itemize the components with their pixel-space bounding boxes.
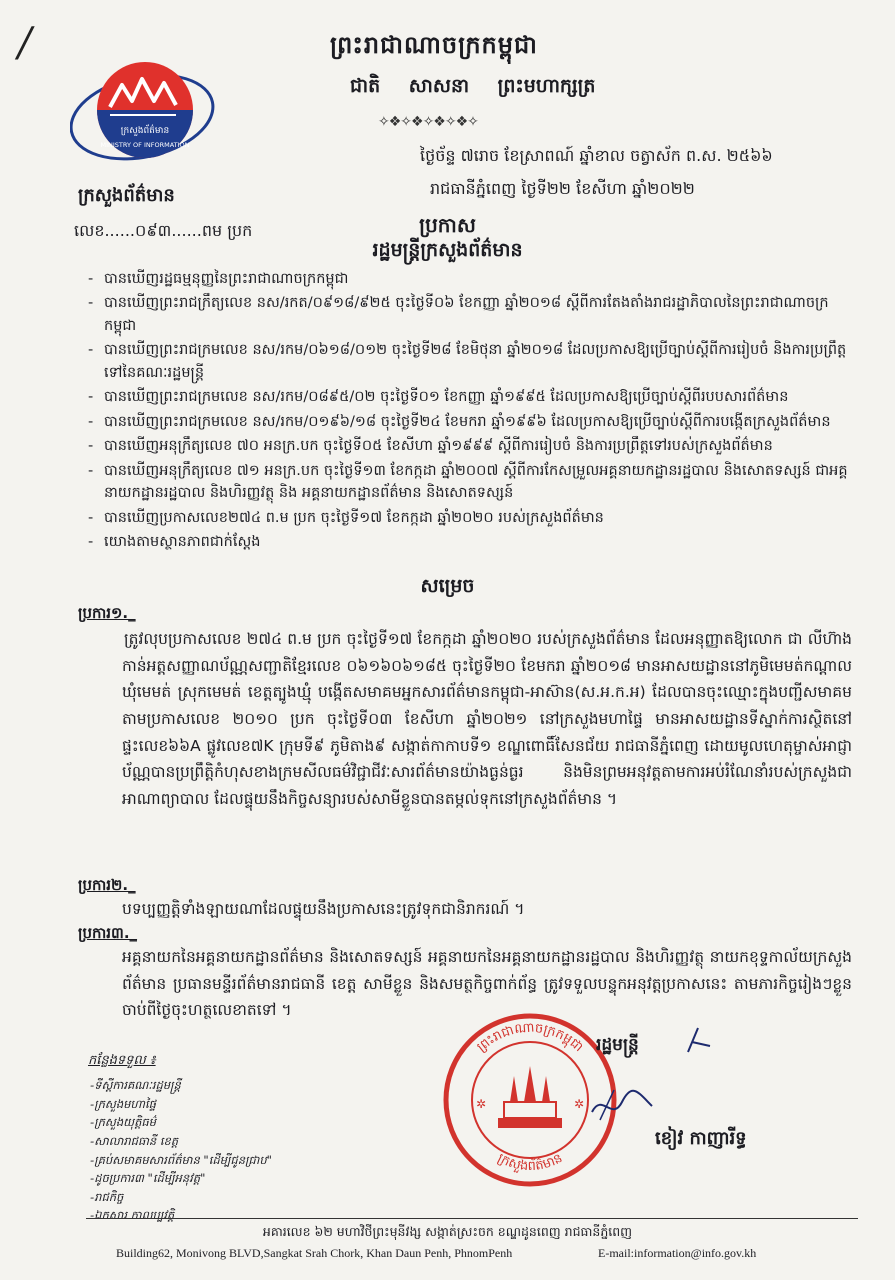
recipient-item: -ទីស្តីការគណៈរដ្ឋមន្ត្រី [90,1078,181,1092]
recipients-list [90,1076,272,1225]
logo-caption-kh: ក្រសួងព័ត៌មាន [120,126,170,136]
recipient-item: -គ្រប់សមាគមសារព័ត៌មាន "ដើម្បីជូនជ្រាប" [90,1152,272,1167]
reference-item: - បានឃើញព្រះរាជក្រមលេខ នស/រកម/០៦១៨/០១២ ចុះថ្ងៃទី២៨ ខែមិថុនា ឆ្នាំ២០១៨ ដែលប្រកាសឱ្យប្រើច្បាប់ស្តីពីការរៀបចំ និងការប្រព្រឹត្តទៅនៃគណៈរដ្ឋមន្ត្រី [88,339,858,384]
header-ornament: ✧❖✧❖✧❖✧❖✧ [378,114,478,130]
reference-list [88,268,858,556]
article-2-body: បទប្បញ្ញត្តិទាំងឡាយណាដែលផ្ទុយនឹងប្រកាសនេះត្រូវទុកជានិរាករណ៍ ។ [122,900,525,918]
seal-bottom-text: ក្រសួងព័ត៌មាន [494,1150,566,1175]
document-type-title: ប្រកាស [419,213,476,237]
article-3-body: អគ្គនាយកនៃអគ្គនាយកដ្ឋានព័ត៌មាន និងសោតទស្សន៍ អគ្គនាយកនៃអគ្គនាយកដ្ឋានរដ្ឋបាល និងហិរញ្ញវត្ថុ នាយកខុទ្ទកាល័យក្រសួងព័ត៌មាន ប្រធានមន្ទីរព័ត៌មានរាជធានី ខេត្ត សាមីខ្លួន និងសមត្ថកិច្ចពាក់ព័ន្ធ ត្រូវទទួលបន្ទុកអនុវត្តប្រកាសនេះ តាមភារកិច្ចរៀងៗខ្លួន ចាប់ពីថ្ងៃចុះហត្ថលេខាតទៅ ។ [122,948,852,1020]
recipient-item: -ដូចប្រការ៣ "ដើម្បីអនុវត្ត" [90,1171,206,1186]
svg-text:✲: ✲ [476,1097,487,1111]
lunar-date: ថ្ងៃច័ន្ទ ៧រោច ខែស្រាពណ៍ ឆ្នាំខាល ចត្វាស័ក ព.ស. ២៥៦៦ [420,146,773,165]
margin-mark: / [18,20,32,66]
seal-top-text: ព្រះរាជាណាចក្រកម្ពុជា [474,1020,586,1056]
signatory-title: រដ្ឋមន្ត្រី [596,1035,639,1055]
decision-heading: សម្រេច [420,575,475,597]
footer-email[interactable]: E-mail:information@info.gov.kh [598,1246,757,1260]
reference-item: - បានឃើញអនុក្រឹត្យលេខ ៧០ អនក្រ.បក ចុះថ្ងៃទី០៥ ខែសីហា ឆ្នាំ១៩៩៩ ស្តីពីការរៀបចំ និងការប្រព្រឹត្តទៅរបស់ក្រសួងព័ត៌មាន [88,435,858,457]
recipient-item: -ឯកសារ កាលប្បវត្តិ [90,1208,175,1223]
reference-item: - យោងតាមស្ថានភាពជាក់ស្តែង [88,531,858,553]
footer-divider [86,1218,858,1219]
reference-item: - បានឃើញប្រកាសលេខ២៧៤ ព.ម ប្រក ចុះថ្ងៃទី១៧ ខែកក្កដា ឆ្នាំ២០២០ របស់ក្រសួងព័ត៌មាន [88,507,858,529]
article-2-heading: ប្រការ២._ [78,876,136,894]
logo-caption-en: MINISTRY OF INFORMATION [100,141,190,149]
document-number: លេខ......០៩៣......ពម ប្រក [74,221,253,240]
reference-item: - បានឃើញព្រះរាជក្រមលេខ នស/រកម/០១៩៦/១៨ ចុះថ្ងៃទី២៤ ខែមករា ឆ្នាំ១៩៩៦ ដែលប្រកាសឱ្យប្រើច្បាប់ស្តីពីការបង្កើតក្រសួងព័ត៌មាន [88,411,858,433]
recipient-item: -សាលារាជធានី ខេត្ត [90,1133,179,1148]
signatory-name: ខៀវ កាញារីទ្ធ [655,1128,747,1149]
issuer-title: រដ្ឋមន្ត្រីក្រសួងព័ត៌មាន [372,239,523,261]
national-motto: ជាតិ សាសនា ព្រះមហាក្សត្រ [350,75,596,97]
reference-item: - បានឃើញអនុក្រឹត្យលេខ ៧១ អនក្រ.បក ចុះថ្ងៃទី១៣ ខែកក្កដា ឆ្នាំ២០០៧ ស្តីពីការកែសម្រួលអគ្គនាយកដ្ឋានរដ្ឋបាល និងសោតទស្សន៍ ជាអគ្គនាយកដ្ឋានរដ្ឋបាល និងហិរញ្ញវត្ថុ និង អគ្គនាយកដ្ឋានព័ត៌មាន និងសោតទស្សន៍ [88,460,858,505]
reference-item: - បានឃើញព្រះរាជក្រមលេខ នស/រកម/០៨៩៥/០២ ចុះថ្ងៃទី០១ ខែកញ្ញា ឆ្នាំ១៩៩៥ ដែលប្រកាសឱ្យប្រើច្បាប់ស្តីពីរបបសារព័ត៌មាន [88,386,858,408]
ministry-logo [70,55,220,185]
solar-date: រាជធានីភ្នំពេញ ថ្ងៃទី២២ ខែសីហា ឆ្នាំ២០២២ [430,179,695,198]
svg-text:ក្រសួងព័ត៌មាន [495,1151,565,1174]
footer-address-en: Building62, Monivong BLVD,Sangkat Srah Chork, Khan Daun Penh, PhnomPenh [116,1246,513,1260]
recipient-item: -ក្រសួងយុត្តិធម៌ [90,1115,156,1130]
handwritten-mark [680,1020,720,1060]
article-1-body: ត្រូវលុបប្រកាសលេខ ២៧៤ ព.ម ប្រក ចុះថ្ងៃទី១៧ ខែកក្កដា ឆ្នាំ២០២០ របស់ក្រសួងព័ត៌មាន ដែលអនុញ្ញាតឱ្យលោក ជា លីហ៊ាង កាន់អត្តសញ្ញាណប័ណ្ណសញ្ជាតិខ្មែរលេខ ០៦១៦០៦១៨៥ ចុះថ្ងៃទី២០ ខែមករា ឆ្នាំ២០១៨ មានអាសយដ្ឋាននៅភូមិមេមត់កណ្តាល ឃុំមេមត់ ស្រុកមេមត់ ខេត្តត្បូងឃ្មុំ បង្កើតសមាគមអ្នកសារព័ត៌មានកម្ពុជា-អាស៊ាន(ស.អ.ក.អ) ដែលបានចុះឈ្មោះក្នុងបញ្ជីសមាគមតាមប្រកាសលេខ ២០១០ ប្រក ចុះថ្ងៃទី០៣ ខែសីហា ឆ្នាំ២០២១ នៅក្រសួងមហាផ្ទៃ មានអាសយដ្ឋានទីស្នាក់ការស្ថិតនៅផ្ទះលេខ៦៦A ផ្លូវលេខ៧K ក្រុមទី៩ ភូមិតាង៩ សង្កាត់កាកាបទី១ ខណ្ឌពោធិ៍សែនជ័យ រាជធានីភ្នំពេញ ដោយមូលហេតុម្ចាស់អាជ្ញាប័ណ្ណបានប្រព្រឹត្តិកំហុសខាងក្រមសីលធម៌វិជ្ជាជីវៈសារព័ត៌មានយ៉ាងធ្ងន់ធ្ងរ និងមិនព្រមអនុវត្តតាមការអប់រំណែនាំរបស់ក្រសួងជាអាណាព្យាបាល ដែលផ្ទុយនឹងកិច្ចសន្យារបស់សាមីខ្លួនបានតម្កល់ទុកនៅក្រសួងព័ត៌មាន ។ [122,630,852,808]
reference-item: - បានឃើញព្រះរាជក្រឹត្យលេខ នស/រកត/០៩១៨/៩២៥ ចុះថ្ងៃទី០៦ ខែកញ្ញា ឆ្នាំ២០១៨ ស្តីពីការតែងតាំងរាជរដ្ឋាភិបាលនៃព្រះរាជាណាចក្រកម្ពុជា [88,292,858,337]
ministry-label: ក្រសួងព័ត៌មាន [78,185,175,206]
footer-address-kh: អគារលេខ ៦២ មហាវិថីព្រះមុនីវង្ស សង្កាត់ស្រះចក ខណ្ឌដូនពេញ រាជធានីភ្នំពេញ [262,1224,633,1239]
handwritten-signature [588,1082,658,1132]
kingdom-title: ព្រះរាជាណាចក្រកម្ពុជា [330,31,538,59]
recipient-item: -ក្រសួងមហាផ្ទៃ [90,1096,156,1111]
recipient-item: -រាជកិច្ច [90,1189,124,1204]
article-3-heading: ប្រការ៣._ [78,924,138,942]
article-1-heading: ប្រការ១._ [78,604,136,622]
reference-item: - បានឃើញរដ្ឋធម្មនុញ្ញនៃព្រះរាជាណាចក្រកម្ពុជា [88,268,858,290]
recipients-title: កន្លែងទទួល ៖ [88,1053,156,1068]
svg-text:✲: ✲ [574,1097,585,1111]
